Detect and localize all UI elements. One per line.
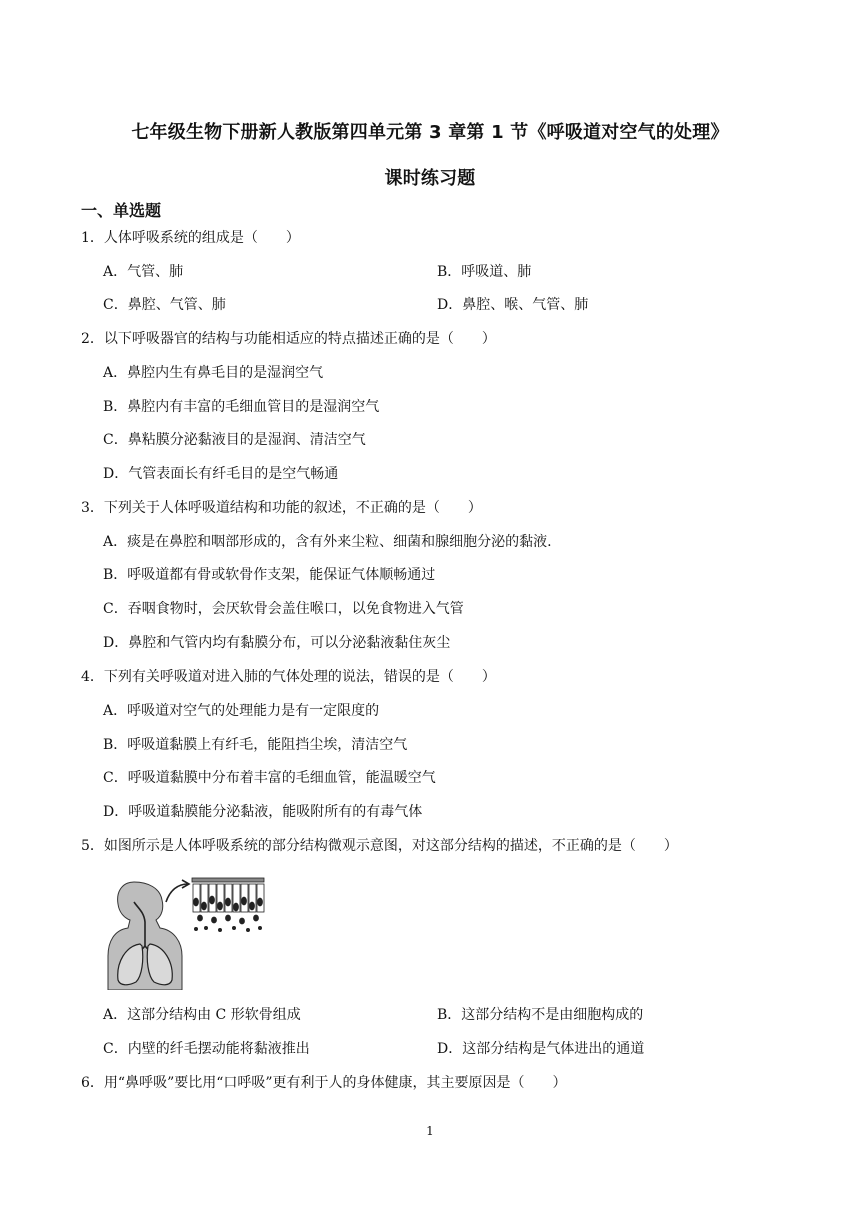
q3-option-d: D．鼻腔和气管内均有黏膜分布，可以分泌黏液黏住灰尘 (103, 635, 451, 651)
question-2-stem: 2．以下呼吸器官的结构与功能相适应的特点描述正确的是（ ） (81, 331, 496, 347)
question-1-stem: 1．人体呼吸系统的组成是（ ） (81, 230, 300, 246)
q1-option-d: D．鼻腔、喉、气管、肺 (437, 297, 589, 313)
question-6-stem: 6．用“鼻呼吸”要比用“口呼吸”更有利于人的身体健康，其主要原因是（ ） (81, 1075, 567, 1091)
q5-option-c: C．内壁的纤毛摆动能将黏液推出 (103, 1041, 310, 1057)
q3-option-a: A．痰是在鼻腔和咽部形成的，含有外来尘粒、细菌和腺细胞分泌的黏液. (103, 534, 552, 550)
q3-option-b: B．呼吸道都有骨或软骨作支架，能保证气体顺畅通过 (103, 567, 436, 583)
doc-title-line2: 课时练习题 (384, 168, 476, 189)
q5-option-b: B．这部分结构不是由细胞构成的 (437, 1007, 644, 1023)
q4-option-b: B．呼吸道黏膜上有纤毛，能阻挡尘埃，清洁空气 (103, 737, 408, 753)
q5-option-a: A．这部分结构由 C 形软骨组成 (103, 1007, 301, 1023)
question-3-stem: 3．下列关于人体呼吸道结构和功能的叙述，不正确的是（ ） (81, 500, 482, 516)
ciliated-epithelium (192, 878, 264, 932)
respiratory-system-figure (104, 872, 269, 990)
q4-option-a: A．呼吸道对空气的处理能力是有一定限度的 (103, 703, 380, 719)
section-heading: 一、单选题 (81, 201, 162, 220)
q2-option-a: A．鼻腔内生有鼻毛目的是湿润空气 (103, 365, 324, 381)
q4-option-c: C．呼吸道黏膜中分布着丰富的毛细血管，能温暖空气 (103, 770, 436, 786)
q2-option-b: B．鼻腔内有丰富的毛细血管目的是湿润空气 (103, 399, 380, 415)
q1-option-a: A．气管、肺 (103, 264, 184, 280)
q1-option-b: B．呼吸道、肺 (437, 264, 532, 280)
q5-option-d: D．这部分结构是气体进出的通道 (437, 1041, 645, 1057)
doc-title-line1: 七年级生物下册新人教版第四单元第 3 章第 1 节《呼吸道对空气的处理》 (131, 122, 729, 143)
q4-option-d: D．呼吸道黏膜能分泌黏液，能吸附所有的有毒气体 (103, 804, 423, 820)
q2-option-c: C．鼻粘膜分泌黏液目的是湿润、清洁空气 (103, 432, 366, 448)
arrow-icon (166, 880, 189, 902)
q1-option-c: C．鼻腔、气管、肺 (103, 297, 226, 313)
q2-option-d: D．气管表面长有纤毛目的是空气畅通 (103, 466, 339, 482)
question-5-stem: 5．如图所示是人体呼吸系统的部分结构微观示意图，对这部分结构的描述，不正确的是（ ） (81, 838, 678, 854)
page-number: 1 (426, 1124, 434, 1138)
question-4-stem: 4．下列有关呼吸道对进入肺的气体处理的说法，错误的是（ ） (81, 669, 496, 685)
q3-option-c: C．吞咽食物时，会厌软骨会盖住喉口，以免食物进入气管 (103, 601, 464, 617)
